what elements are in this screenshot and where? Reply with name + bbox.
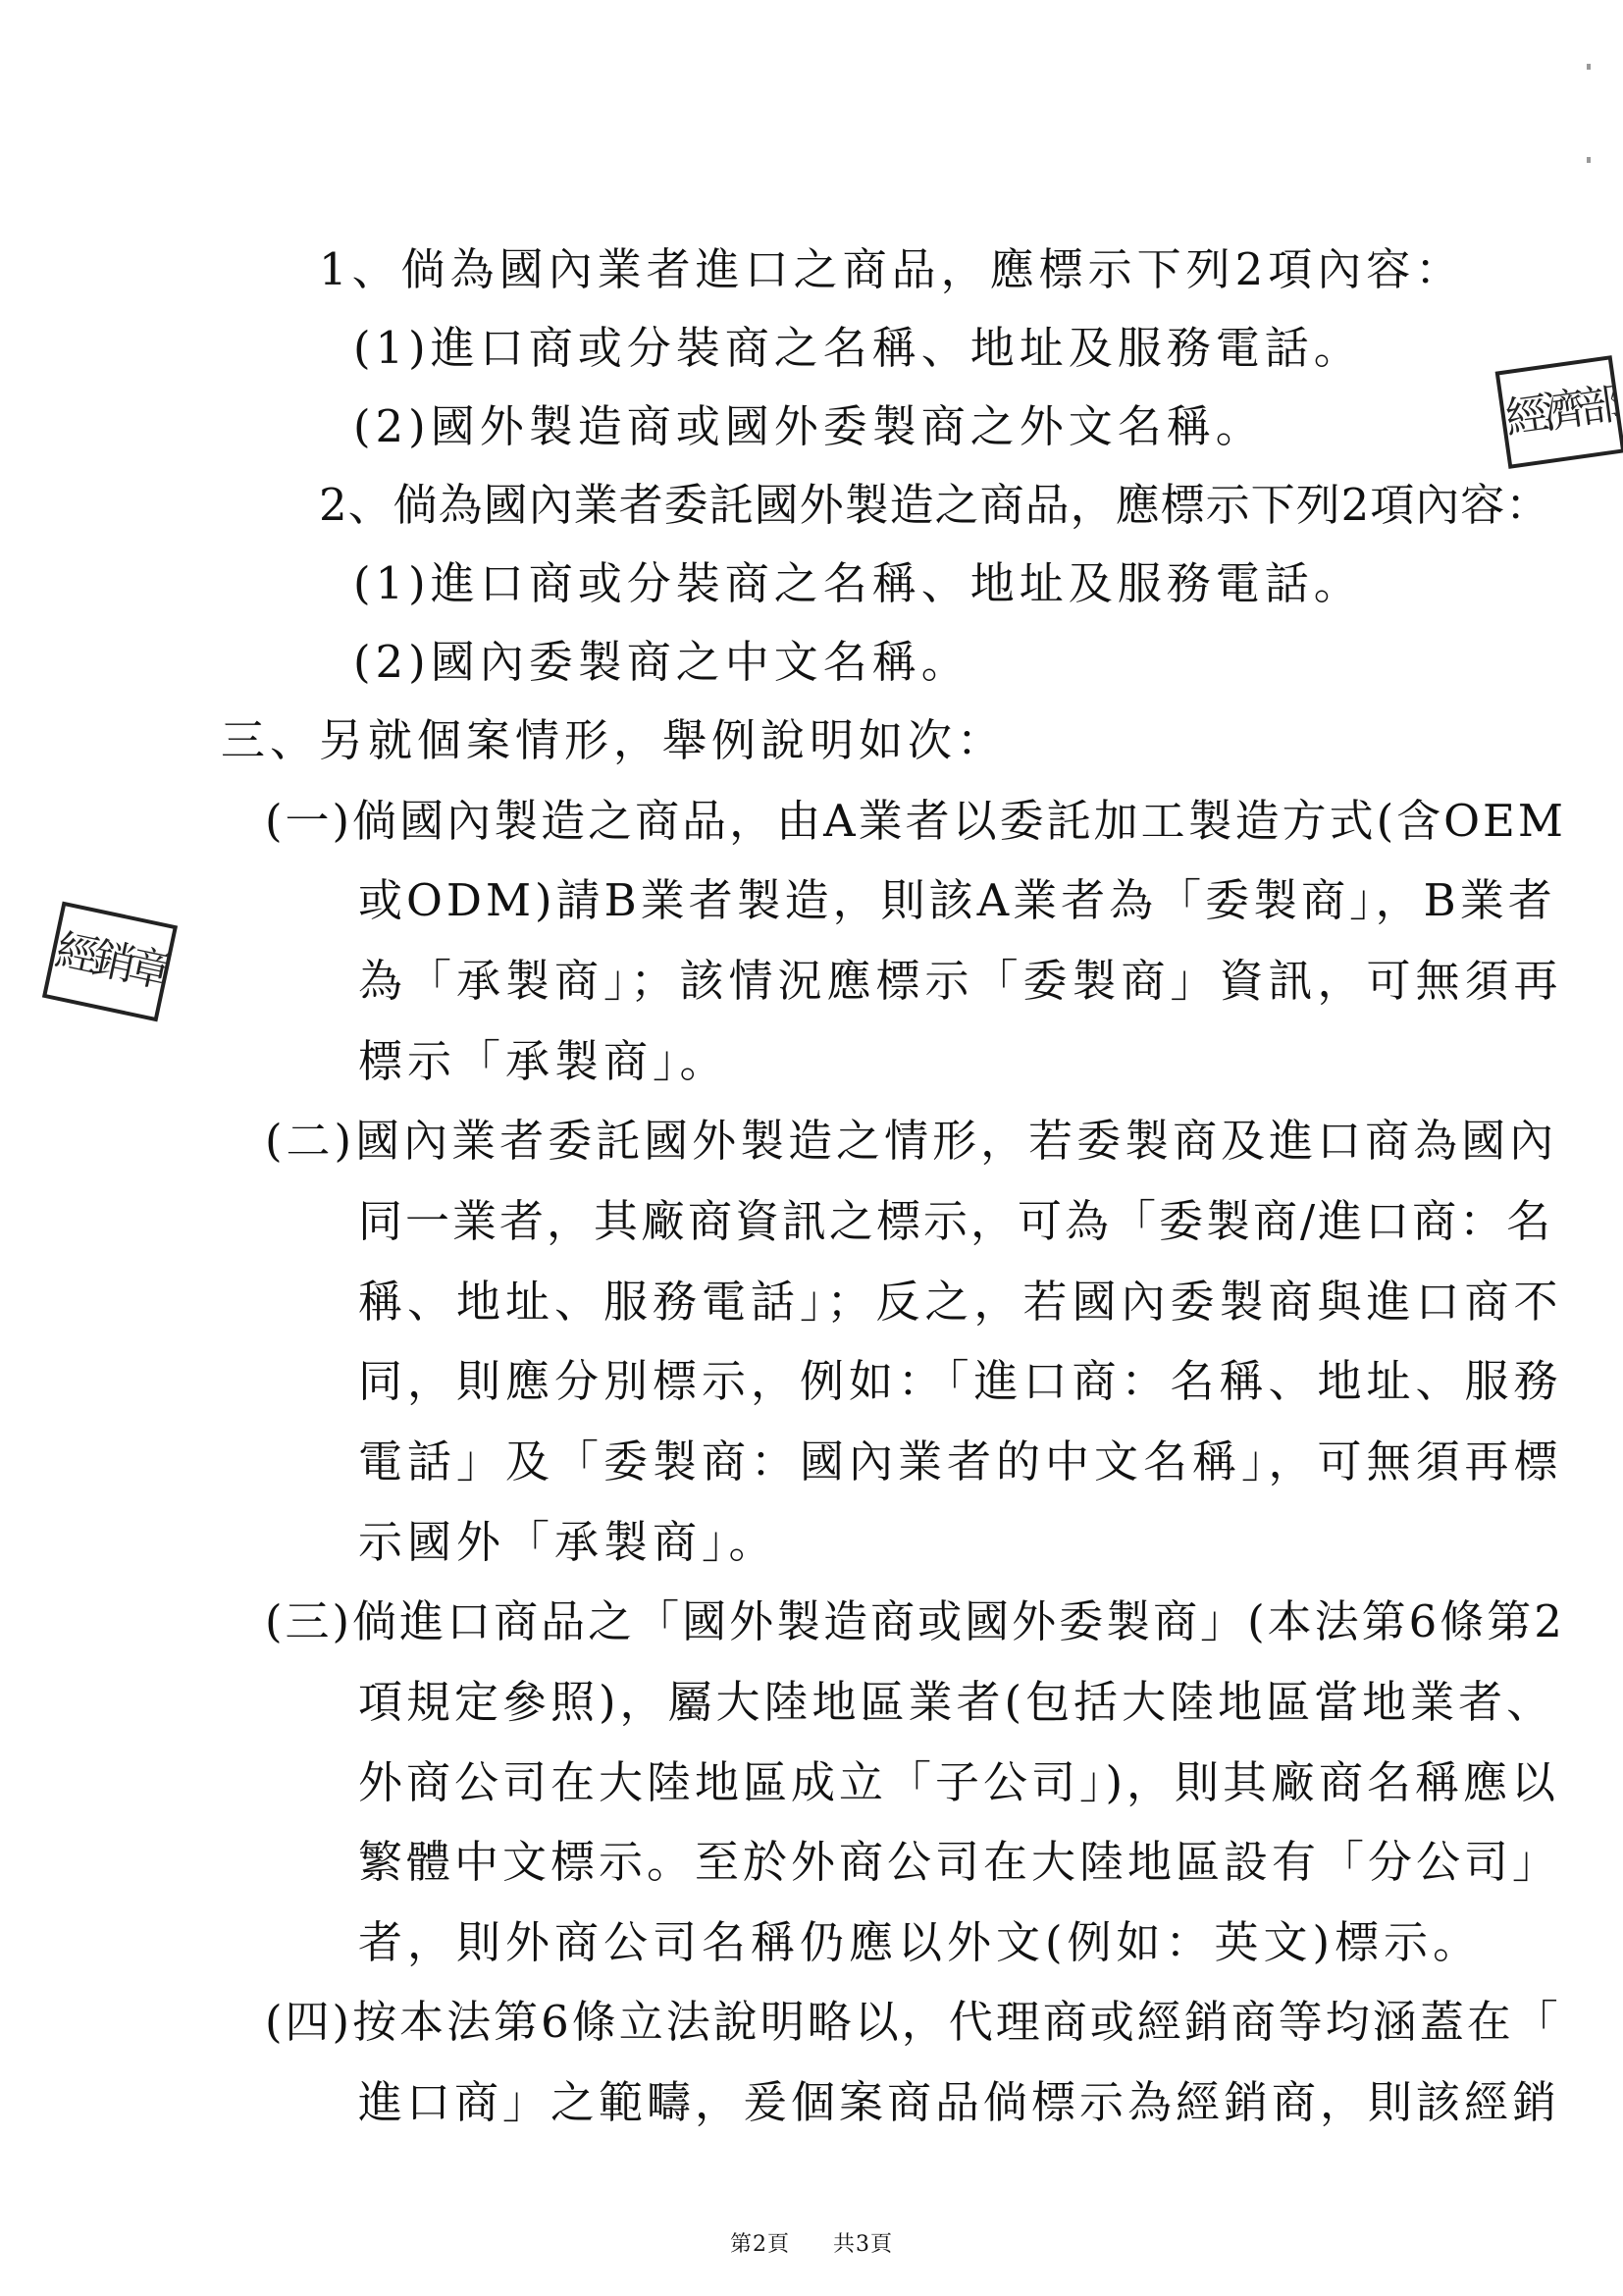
item-2-sub-2: (2)國內委製商之中文名稱。 [353, 636, 970, 688]
page-total: 共3頁 [833, 2232, 893, 2257]
case-3-line-1: (三)倘進口商品之「國外製造商或國外委製商」(本法第6條第2 [265, 1595, 1565, 1647]
case-3-line-4: 繁體中文標示。至於外商公司在大陸地區設有「分公司」 [358, 1836, 1561, 1888]
item-1-sub-2: (2)國外製造商或國外委製商之外文名稱。 [353, 400, 1265, 452]
case-3-line-2: 項規定參照)，屬大陸地區業者(包括大陸地區當地業者、 [358, 1676, 1555, 1728]
official-seal-left: 經銷章 [42, 902, 178, 1022]
scan-speck [1587, 157, 1591, 163]
item-2-heading: 2、倘為國內業者委託國外製造之商品，應標示下列2項內容： [319, 479, 1551, 531]
case-2-line-3: 稱、地址、服務電話」；反之，若國內委製商與進口商不 [358, 1276, 1563, 1328]
official-seal-right: 經濟部 [1495, 355, 1623, 469]
item-1-heading: 1、倘為國內業者進口之商品，應標示下列2項內容： [319, 243, 1465, 295]
item-1-sub-1: (1)進口商或分裝商之名稱、地址及服務電話。 [353, 322, 1363, 374]
case-2-line-1: (二)國內業者委託國外製造之情形，若委製商及進口商為國內 [265, 1115, 1558, 1167]
case-4-line-1: (四)按本法第6條立法說明略以，代理商或經銷商等均涵蓋在「 [265, 1996, 1561, 2048]
scan-speck [1587, 64, 1591, 70]
case-1-line-1: (一)倘國內製造之商品，由A業者以委託加工製造方式(含OEM [265, 795, 1566, 847]
section-three-heading: 三、另就個案情形，舉例說明如次： [221, 714, 1007, 766]
case-2-line-2: 同一業者，其廠商資訊之標示，可為「委製商/進口商：名 [358, 1195, 1554, 1247]
case-2-line-6: 示國外「承製商」。 [358, 1516, 778, 1568]
case-1-line-3: 為「承製商」；該情況應標示「委製商」資訊，可無須再 [358, 955, 1563, 1007]
case-3-line-3: 外商公司在大陸地區成立「子公司」)，則其廠商名稱應以 [358, 1756, 1560, 1808]
page-footer [0, 2227, 1623, 2258]
case-1-line-4: 標示「承製商」。 [358, 1035, 729, 1087]
page-number: 第2頁 [730, 2232, 790, 2257]
case-1-line-2: 或ODM)請B業者製造，則該A業者為「委製商」，B業者 [358, 874, 1556, 926]
case-3-line-5: 者，則外商公司名稱仍應以外文(例如：英文)標示。 [358, 1916, 1483, 1968]
case-2-line-4: 同，則應分別標示，例如：「進口商：名稱、地址、服務 [358, 1355, 1563, 1407]
case-2-line-5: 電話」及「委製商：國內業者的中文名稱」，可無須再標 [358, 1435, 1563, 1487]
item-2-sub-1: (1)進口商或分裝商之名稱、地址及服務電話。 [353, 557, 1363, 609]
case-4-line-2: 進口商」之範疇，爰個案商品倘標示為經銷商，則該經銷 [358, 2076, 1561, 2128]
